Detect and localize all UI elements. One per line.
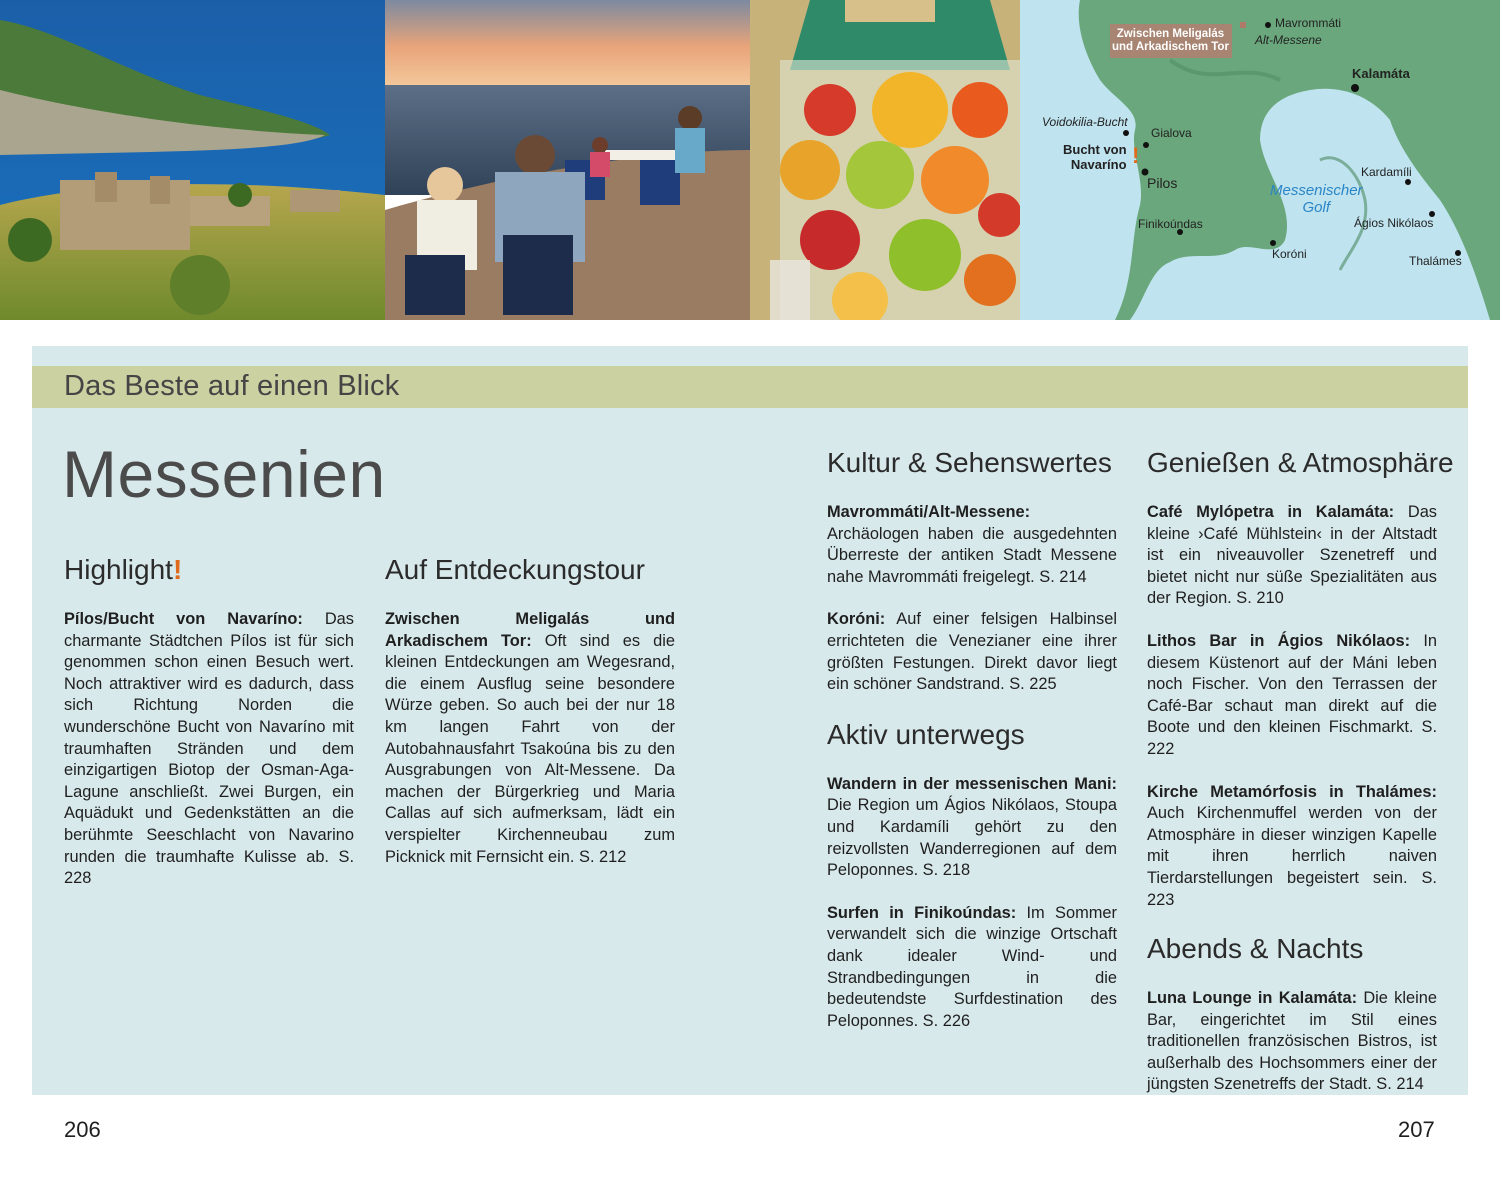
map-label-thalames: Thalámes <box>1409 254 1462 268</box>
entry-abends-0: Luna Lounge in Kalamáta: Die kleine Bar, eingerichtet im Stil eines traditionellen französischen Bistros, ist außerhalb des Hochsommers einer der jüngsten Szenetreffs der Stadt. S. 214 <box>1147 989 1437 1094</box>
heading-kultur: Kultur & Sehenswertes <box>827 447 1112 478</box>
map-label-callout: Zwischen Meligalás und Arkadischem Tor <box>1112 28 1229 53</box>
map-label-gialova: Gialova <box>1151 126 1192 140</box>
entry-kultur-0: Mavrommáti/Alt-Messene: Archäologen haben die ausgedehnten Überreste der antiken Stadt Messene nahe Mavrommáti freigelegt. S. 214 <box>827 503 1117 586</box>
map-label-alt-messene: Alt-Messene <box>1255 33 1322 47</box>
entry-aktiv-1: Surfen in Finikoúndas: Im Sommer verwandelt sich die winzige Ortschaft dank idealer Wind- und Strandbedingungen in die bedeutendste Surfdestination des Peloponnes. S. 226 <box>827 903 1117 1030</box>
heading-aktiv: Aktiv unterwegs <box>827 718 1025 750</box>
map-label-messenischer-golf: Messenischer Golf <box>1270 182 1363 216</box>
entry-highlight-0: Pílos/Bucht von Navaríno: Das charmante Städtchen Pílos ist für sich genommen schon einen Besuch wert. Noch attraktiver wird es dadurch, dass sich Richtung Norden die wunderschöne Bucht von Navaríno mit traumhaften Stränden und dem einzigartigen Biotop der Osman-Aga-Lagune anschließt. Zwei Burgen, ein Aquädukt und Gedenkstätten an die berühmte Seeschlacht von Navarino runden die traumhafte Kulisse ab. S. 228 <box>64 610 354 888</box>
map-label-kardamili: Kardamíli <box>1361 165 1412 179</box>
page-number-left: 206 <box>64 1117 101 1142</box>
map-label-finikoundas: Finikoúndas <box>1138 217 1203 231</box>
map-label-bucht-navarino: Bucht von Navaríno <box>1063 142 1127 172</box>
map-label-agios-nikolaos: Ágios Nikólaos <box>1354 216 1434 230</box>
column-highlight <box>64 553 354 911</box>
fruit-jar-photo <box>750 0 1020 320</box>
column-geniessen-abends <box>1147 446 1454 1117</box>
map-label-pilos: Pilos <box>1147 175 1178 191</box>
entry-kultur-1: Koróni: Auf einer felsigen Halbinsel errichteten die Venezianer eine ihrer größten Festungen. Direkt davor liegt ein schöner Sandstrand. S. 225 <box>827 610 1117 694</box>
entry-geniessen-2: Kirche Metamórfosis in Thalámes: Auch Kirchenmuffel werden von der Atmosphäre in dieser winzigen Kapelle mit ihren herrlich naiven Tierdarstellungen begeistert sein. S. 223 <box>1147 782 1437 909</box>
heading-geniessen: Genießen & Atmosphäre <box>1147 447 1454 478</box>
highlight-mark-icon: ! <box>1132 143 1140 168</box>
map-label-mavrommati: Mavrommáti <box>1275 16 1342 30</box>
entry-geniessen-1: Lithos Bar in Ágios Nikólaos: In diesem Küstenort auf der Máni leben noch Fischer. Von den Terrassen der Café-Bar schaut man direkt auf die Boote und den kleinen Fischmarkt. S. 222 <box>1147 631 1437 758</box>
page-number-right: 207 <box>1398 1117 1435 1142</box>
map-label-voidokilia: Voidokilia-Bucht <box>1042 115 1128 129</box>
band-title: Das Beste auf einen Blick <box>64 370 400 402</box>
column-kultur-aktiv <box>827 446 1117 1053</box>
highlight-exclamation-icon: ! <box>172 554 183 585</box>
heading-abends: Abends & Nachts <box>1147 933 1364 965</box>
page-title: Messenien <box>62 437 386 511</box>
entry-geniessen-0: Café Mylópetra in Kalamáta: Das kleine ›Café Mühlstein‹ in der Altstadt ist ein niveauvoller Szenetreff und bietet nicht nur süße Spezialitäten aus der Region. S. 210 <box>1147 503 1438 608</box>
sunset-dinner-photo <box>385 0 750 320</box>
coast-castle-photo <box>0 0 385 320</box>
map-label-kalamata: Kalamáta <box>1352 66 1410 81</box>
heading-highlight: Highlight! <box>64 554 183 585</box>
heading-entdeckungstour: Auf Entdeckungstour <box>385 554 645 585</box>
column-entdeckungstour <box>385 553 675 889</box>
entry-aktiv-0: Wandern in der messenischen Mani: Die Region um Ágios Nikólaos, Stoupa und Kardamíli gehört zu den reizvollsten Wanderregionen auf dem Peloponnes. S. 218 <box>827 774 1117 880</box>
entry-entdeckung-0: Zwischen Meligalás und Arkadischem Tor: Oft sind es die kleinen Entdeckungen am Wegesrand, die einem Ausflug seine besondere Würze geben. So auch bei der nur 18 km langen Fahrt von der Autobahnausfahrt Tsakoúna bis zu den Ausgrabungen von Alt-Messene. Da machen der Bürgerkrieg und Maria Callas auf sich aufmerksam, lädt ein verspielter Kirchenneubau zum Picknick mit Fernsicht ein. S. 212 <box>385 610 675 866</box>
map-label-koroni: Koróni <box>1272 247 1307 261</box>
